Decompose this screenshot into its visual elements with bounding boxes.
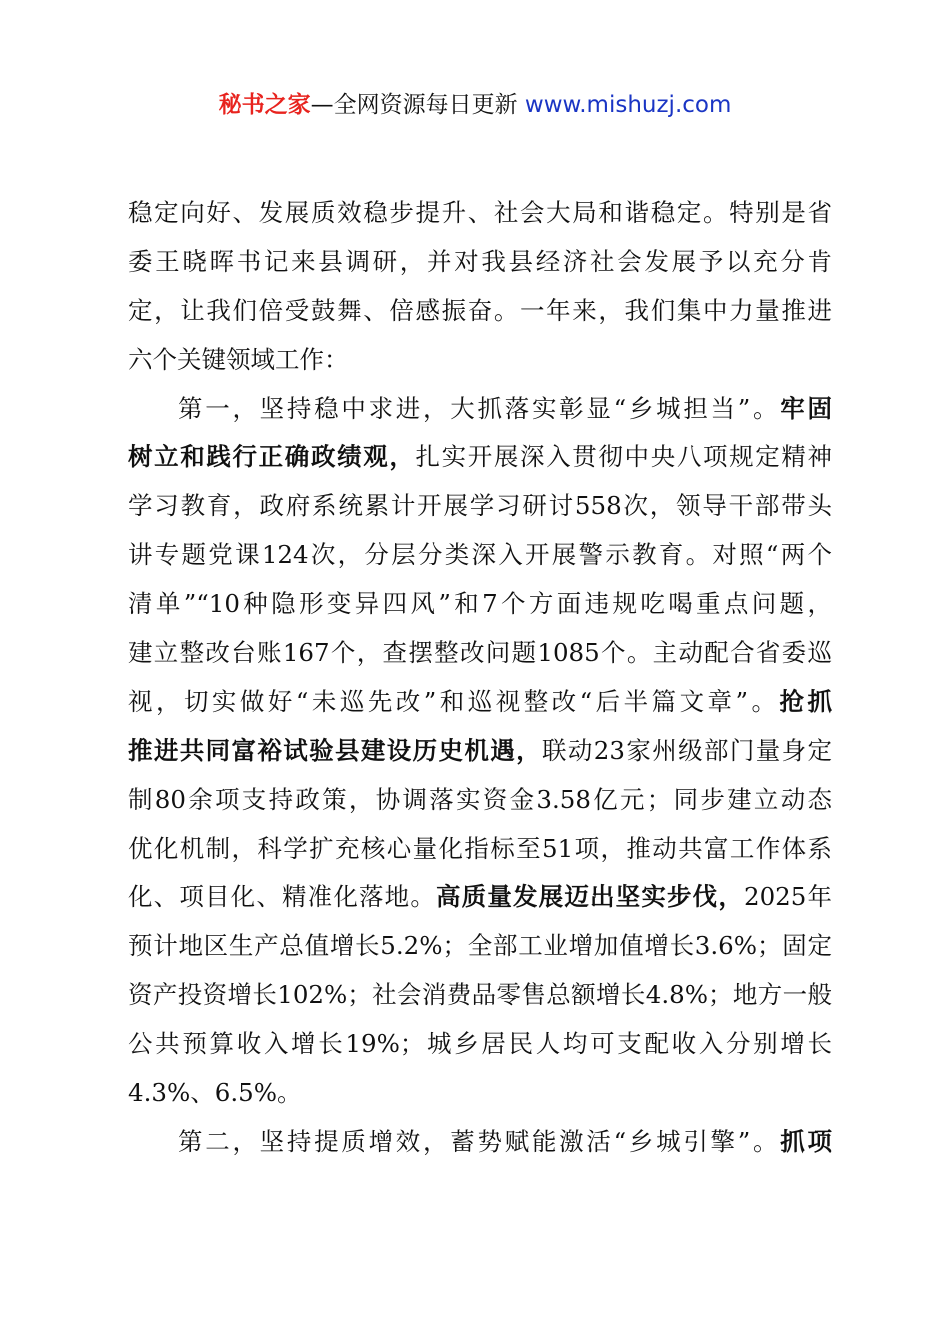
site-header — [0, 88, 950, 122]
section-heading-line: 第二，坚持提质增效，蓄势赋能激活“乡城引擎”。抓项 — [178, 1126, 832, 1156]
brand-name[interactable]: 秘书之家 — [218, 92, 311, 118]
text-line: 定，让我们倍受鼓舞、倍感振奋。一年来，我们集中力量推进 — [128, 295, 832, 325]
text-line: 委王晓晖书记来县调研，并对我县经济社会发展予以充分肯 — [128, 246, 832, 276]
document-body — [128, 189, 832, 1167]
text-line: 视，切实做好“未巡先改”和巡视整改“后半篇文章”。抢抓 — [128, 686, 832, 716]
text-line: 预计地区生产总值增长5.2%；全部工业增加值增长3.6%；固定 — [128, 931, 832, 961]
text-line: 建立整改台账167个，查摆整改问题1085个。主动配合省委巡 — [128, 638, 832, 668]
text-line: 学习教育，政府系统累计开展学习研讨558次，领导干部带头 — [128, 491, 832, 521]
text-line: 清单”“10种隐形变异四风”和7个方面违规吃喝重点问题， — [128, 589, 832, 619]
text-line: 化、项目化、精准化落地。高质量发展迈出坚实步伐，2025年 — [128, 882, 833, 912]
text-line: 制80余项支持政策，协调落实资金3.58亿元；同步建立动态 — [128, 784, 832, 814]
text-line: 公共预算收入增长19%；城乡居民人均可支配收入分别增长 — [128, 1029, 832, 1059]
text-line: 树立和践行正确政绩观，扎实开展深入贯彻中央八项规定精神 — [128, 442, 833, 472]
text-line: 优化机制，科学扩充核心量化指标至51项，推动共富工作体系 — [128, 833, 832, 863]
header-tagline: —全网资源每日更新 — [310, 92, 525, 118]
site-url-link[interactable]: www.mishuzj.com — [524, 92, 732, 118]
section-heading-line: 第一，坚持稳中求进，大抓落实彰显“乡城担当”。牢固 — [178, 393, 832, 423]
text-line: 推进共同富裕试验县建设历史机遇，联动23家州级部门量身定 — [128, 735, 832, 765]
text-line: 资产投资增长102%；社会消费品零售总额增长4.8%；地方一般 — [128, 980, 832, 1010]
text-line: 讲专题党课124次，分层分类深入开展警示教育。对照“两个 — [128, 540, 832, 570]
text-line: 稳定向好、发展质效稳步提升、社会大局和谐稳定。特别是省 — [128, 198, 832, 227]
text-line: 4.3%、6.5%。 — [128, 1078, 302, 1108]
text-line: 六个关键领域工作： — [128, 344, 349, 374]
